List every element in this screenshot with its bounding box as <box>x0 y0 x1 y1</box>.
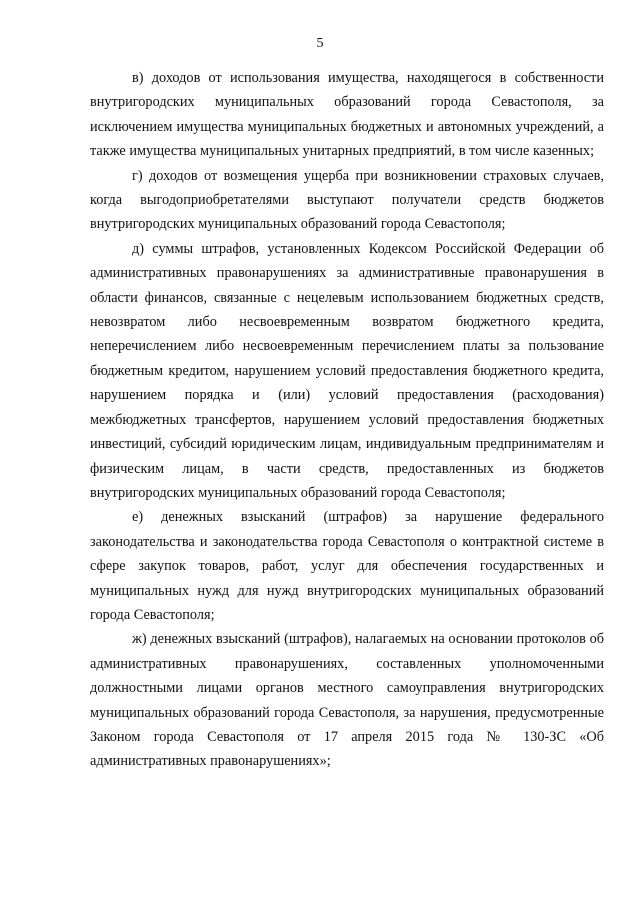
paragraph-v: в) доходов от использования имущества, находящегося в собственности внутригородских муниципальных образований города Севастополя, за исключением имущества муниципальных бюджетных и автономных учреждений, а также имущества муниципальных унитарных предприятий, в том числе казенных; <box>90 70 604 160</box>
paragraph-e: е) денежных взысканий (штрафов) за нарушение федерального законодательства и законодательства города Севастополя о контрактной системе в сфере закупок товаров, работ, услуг для обеспечения государственных и муниципальных нужд для нужд внутригородских муниципальных образований города Севастополя; <box>90 509 604 623</box>
paragraph-zh: ж) денежных взысканий (штрафов), налагаемых на основании протоколов об административных правонарушениях, составленных уполномоченными должностными лицами органов местного самоуправления внутригородских муниципальных образований города Севастополя, за нарушения, предусмотренные Законом города Севастополя от 17 апреля 2015 года № 130-ЗС «Об административных правонарушениях»; <box>90 631 604 770</box>
paragraph-d: д) суммы штрафов, установленных Кодексом Российской Федерации об административных правонарушениях за административные правонарушения в области финансов, связанные с нецелевым использованием бюджетных средств, невозвратом либо несвоевременным возвратом бюджетного кредита, неперечислением либо несвоевременным перечислением платы за пользование бюджетным кредитом, нарушением условий предоставления бюджетного кредита, нарушением порядка и (или) условий предоставления (расходования) межбюджетных трансфертов, нарушением условий предоставления бюджетных инвестиций, субсидий юридическим лицам, индивидуальным предпринимателям и физическим лицам, в части средств, предоставленных из бюджетов внутригородских муниципальных образований города Севастополя; <box>90 240 604 501</box>
paragraph-g: г) доходов от возмещения ущерба при возникновении страховых случаев, когда выгодоприобретателями выступают получатели средств бюджетов внутригородских муниципальных образований города Севастополя; <box>90 167 604 233</box>
document-body <box>90 66 604 774</box>
page-number: 5 <box>316 36 324 51</box>
